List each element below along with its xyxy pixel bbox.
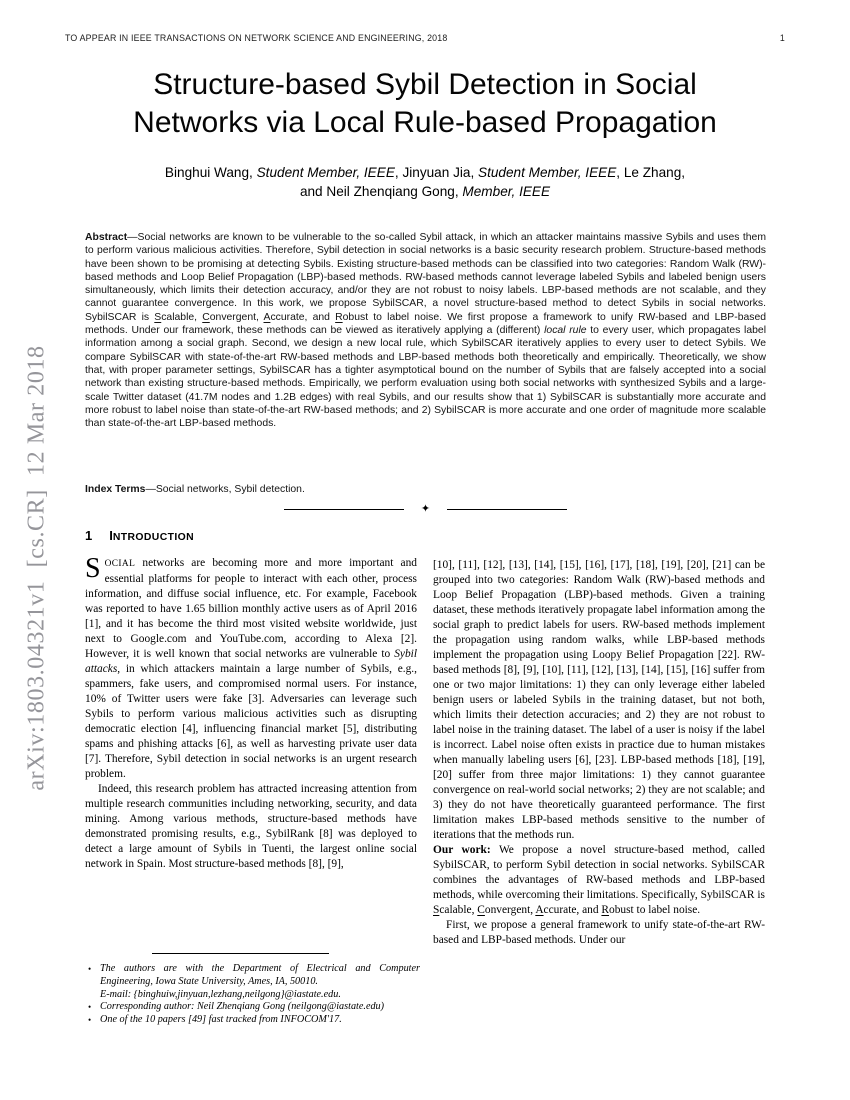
index-terms [85,484,766,495]
separator-line [447,509,567,510]
section-number: 1 [85,528,93,543]
our-work-paragraph [433,843,765,918]
intro-paragraph-2: Indeed, this research problem has attracted increasing attention from multiple research communities including networking, security, and data mining. Among various methods, structure-based methods have demonstrated promising results, e.g., SybilRank [8] was deployed to detect a large amount of Sybils in Tuenti, the largest online social network in Spain. Most structure-based methods [8], [9], [85,783,417,870]
underlined-letter: A [263,311,271,323]
abstract-label: Abstract [85,232,128,243]
footnote-item [85,963,420,1001]
author-role: Member, IEEE [462,184,551,199]
footnote-item [85,1001,420,1014]
section-1-heading [85,528,417,545]
index-terms-text: —Social networks, Sybil detection. [145,484,305,495]
abstract-text: onvergent, [209,311,264,323]
abstract-text: ccurate, and [270,311,336,323]
underlined-letter: A [535,904,544,916]
emphasized-term: Sybil attacks [85,648,417,675]
running-header [65,33,785,43]
left-column [85,528,417,872]
author-name: Binghui Wang, [164,165,257,180]
author-name: , Le Zhang, [616,165,686,180]
section-title-initial: I [109,528,113,543]
running-header-text: TO APPEAR IN IEEE TRANSACTIONS ON NETWORK SCIENCE AND ENGINEERING, 2018 [65,33,448,43]
underlined-letter: C [202,311,210,323]
page-number: 1 [779,33,785,43]
our-work-label: Our work: [433,844,491,856]
abstract-text: to every user, which propagates label information among a social graph. Second, we design a new local rule, which SybilSCAR iteratively applies to every user to detect Sybils. We compare SybilSCAR with state-of-the-art RW-based methods and LBP-based methods both theoretically and empirically. Theoretically, we show that, with proper parameter settings, SybilSCAR has a tighter asymptotical bound on the number of Sybils that are falsely accepted into a social network than existing structure-based methods. Empirically, we perform evaluation using both social networks with synthesized Sybils and a large-scale Twitter dataset (41.7M nodes and 1.2B edges) with real Sybils, and our results show that 1) SybilSCAR is substantially more accurate and more robust to label noise than state-of-the-art RW-based methods; and 2) SybilSCAR is more accurate and one order of magnitude more scalable than state-of-the-art LBP-based methods. [85,325,766,430]
right-column [433,558,765,948]
section-separator [85,502,766,516]
intro-paragraph-1 [85,553,417,782]
footnotes [85,963,420,1027]
underlined-letter: R [601,904,610,916]
index-terms-label: Index Terms [85,484,146,495]
drop-cap: S [85,553,101,584]
emphasized-term: local rule [544,325,587,337]
title-line-2: Networks via Local Rule-based Propagation [133,106,717,139]
author-role: Student Member, IEEE [478,165,617,180]
body-text: , in which attackers maintain a large number of Sybils, e.g., spammers, fake users, and compromised normal users. For instance, 10% of Twitter users were fake [3]. Adversaries can leverage such Sybils to perform various malicious activities such as disrupting democratic election [4], influencing financial market [5], distributing spams and phishing attacks [6], as well as harvesting private user data [7]. Therefore, Sybil detection in social networks is an urgent research problem. [85,663,417,780]
body-text: We propose a novel structure-based method, called SybilSCAR, to perform Sybil detection in social networks. SybilSCAR combines the advantages of RW-based methods and LBP-based methods, while overcoming their limitations. Specifically, SybilSCAR is [433,844,765,901]
intro-paragraph-3: [10], [11], [12], [13], [14], [15], [16], [17], [18], [19], [20], [21] can be grouped into two categories: Random Walk (RW)-based methods and Loop Belief Propagation (LBP)-based methods. Given a training dataset, these methods iteratively propagate label information among the social graph to predict labels for users. RW-based methods implement the propagation using random walks, while LBP-based methods implement the propagation using Loopy Belief Propagation [22]. RW-based methods [8], [9], [10], [11], [12], [13], [14], [15], [16] suffer from one or two major limitations: 1) they can only leverage either labeled benign users or labeled Sybils in the training dataset, but not both, which limits their detection accuracies; and 2) they are not robust to label noise in the training dataset. The label of a user is noisy if the label is incorrect. Label noise often exists in practice due to human mistakes when manually labeling users [6], [23]. LBP-based methods [18], [19], [20] suffer from three major limitations: 1) they cannot guarantee convergence on real-world social networks; 2) they are not scalable; and 3) they do not have theoretically guaranteed performance. The first limitation makes LBP-based methods sensitive to the number of iterations that the methods run. [433,559,765,841]
abstract-text: —Social networks are known to be vulnerable to the so-called Sybil attack, in which an attacker maintains massive Sybils and uses them to perform various malicious activities. Therefore, Sybil detection in social networks is a basic security research problem. Structure-based methods have been shown to be promising at detecting Sybils. Existing structure-based methods can be classified into two categories: Random Walk (RW)-based methods and Loop Belief Propagation (LBP)-based methods. RW-based methods cannot leverage labeled Sybils and labeled benign users simultaneously, which limits their detection accuracy, and/or they are not robust to noisy labels. LBP-based methods are not scalable, and they cannot guarantee convergence. In this work, we propose SybilSCAR, a novel structure-based method to detect Sybils in social networks. SybilSCAR is [85,232,766,323]
footnote-text: Corresponding author: Neil Zhenqiang Gong (neilgong@iastate.edu) [100,1001,385,1013]
body-text: obust to label noise. [609,904,701,916]
footnote-text: One of the 10 papers [49] fast tracked from INFOCOM'17. [100,1014,342,1026]
body-text: ccurate, and [543,904,602,916]
underlined-letter: S [154,311,162,323]
footnote-email: E-mail: {binghuiw,jinyuan,lezhang,neilgong}@iastate.edu. [100,988,341,1000]
underlined-letter: C [477,904,485,916]
body-text: calable, [439,904,478,916]
author-name: , Jinyuan Jia, [394,165,479,180]
footnote-item [85,1014,420,1027]
underlined-letter: R [335,311,343,323]
paper-title [65,66,785,142]
abstract [85,231,766,430]
body-text: onvergent, [484,904,536,916]
footnote-text: The authors are with the Department of Electrical and Computer Engineering, Iowa State University, Ames, IA, 50010. [100,963,420,987]
intro-paragraph-5: First, we propose a general framework to unify state-of-the-art RW-based and LBP-based methods. Under our [433,919,765,946]
footnote-rule [152,953,329,954]
underlined-letter: S [433,904,440,916]
abstract-text: obust to label noise. We first propose a framework to unify RW-based and LBP-based methods. Under our framework, these methods can be viewed as iteratively applying a (different) [85,311,767,337]
title-line-1: Structure-based Sybil Detection in Social [153,68,697,101]
diamond-icon: ✦ [420,502,431,515]
author-list [65,163,785,201]
section-title-rest: NTRODUCTION [112,532,195,543]
small-caps-run: OCIAL [104,559,136,569]
arxiv-watermark: arXiv:1803.04321v1 [cs.CR] 12 Mar 2018 [23,345,50,791]
body-text: networks are becoming more and more important and essential platforms for people to interact with each other, process information, and diffuse social influence, etc. For example, Facebook was reported to have 1.65 billion monthly active users as of April 2016 [1], and it has become the third most visited website worldwide, just next to Google.com and YouTube.com, according to Alexa [2]. However, it is well known that social networks are vulnerable to [85,557,417,660]
abstract-text: calable, [161,311,203,323]
author-role: Student Member, IEEE [256,165,395,180]
author-name: and Neil Zhenqiang Gong, [299,184,463,199]
separator-line [284,509,404,510]
